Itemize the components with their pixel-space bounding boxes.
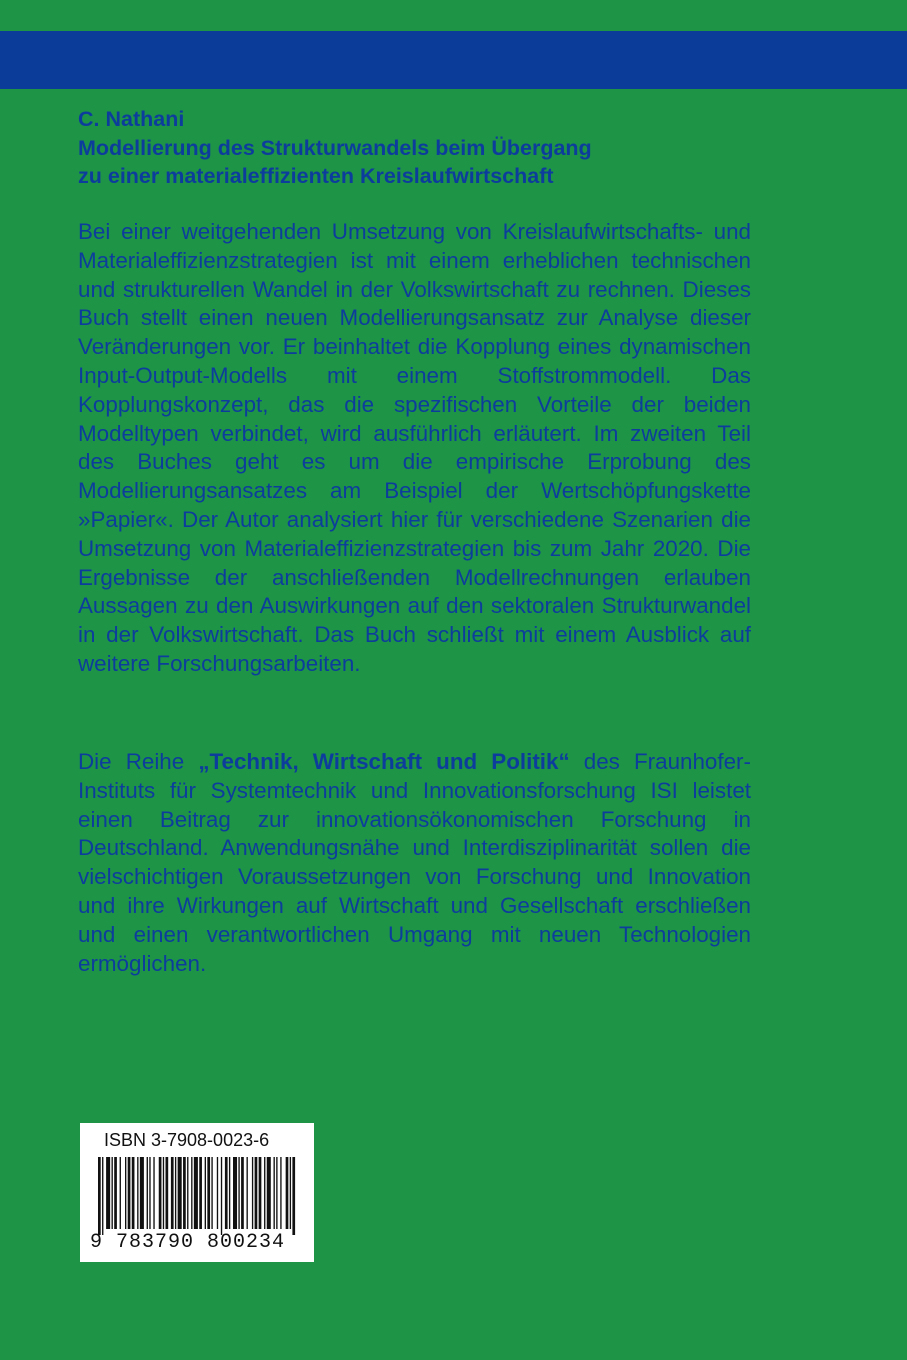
barcode-bar <box>199 1157 202 1229</box>
isbn-barcode-box <box>80 1123 314 1262</box>
barcode-bar <box>267 1157 271 1229</box>
barcode-bar <box>194 1157 198 1229</box>
barcode-bar <box>175 1157 176 1229</box>
barcode-digits: 9 783790 800234 <box>90 1231 286 1254</box>
barcode-bar <box>205 1157 206 1229</box>
barcode-bar <box>264 1157 265 1229</box>
barcode-bar <box>274 1157 275 1229</box>
barcode-bar <box>132 1157 135 1229</box>
book-title-line-1: Modellierung des Strukturwandels beim Übergang <box>78 135 592 160</box>
series-text: des Fraunhofer-Instituts für Systemtechnik und Innovationsforschung ISI leistet einen Beitrag zur innovationsökonomischen Forschung in Deutschland. Anwendungsnähe und Interdisziplinarität sollen die vielschichtigen Voraussetzungen von Forschung und Innovation und ihre Wirkungen auf Wirtschaft und Gesellschaft erschließen und einen verantwortlichen Umgang mit neuen Technologien ermöglichen. <box>78 749 751 976</box>
series-description <box>78 748 751 978</box>
barcode-bar <box>102 1157 103 1235</box>
barcode-bar <box>207 1157 210 1229</box>
barcode-bar <box>114 1157 117 1229</box>
barcode-bar <box>98 1157 101 1235</box>
title-block <box>78 105 838 191</box>
barcode-bar <box>187 1157 188 1229</box>
barcode-bar <box>247 1157 248 1229</box>
barcode-bar <box>280 1157 281 1229</box>
barcode-bar <box>166 1157 169 1229</box>
barcode-bar <box>171 1157 174 1229</box>
barcode-bar <box>252 1157 253 1229</box>
author-name: C. Nathani <box>78 107 185 131</box>
top-color-band <box>0 31 907 89</box>
barcode-bar <box>233 1157 237 1229</box>
barcode-bar <box>229 1157 230 1229</box>
barcode-bar <box>191 1157 192 1229</box>
barcode-bar <box>238 1157 239 1229</box>
barcode-bar <box>255 1157 258 1229</box>
barcode-bar <box>241 1157 244 1229</box>
barcode-bar <box>140 1157 144 1229</box>
barcode-bar <box>153 1157 154 1229</box>
barcode-bar <box>221 1157 222 1235</box>
barcode-bar <box>183 1157 186 1229</box>
book-description: Bei einer weitgehenden Umsetzung von Kreislaufwirtschafts- und Materialeffizienzstrategien ist mit einem erheblichen technischen und strukturellen Wandel in der Volkswirtschaft zu rechnen. Dieses Buch stellt einen neuen Modellierungsansatz zur Analyse dieser Veränderungen vor. Er beinhaltet die Kopplung eines dynamischen Input-Output-Modells mit einem Stoffstrommodell. Das Kopplungskonzept, das die spezifischen Vorteile der beiden Modelltypen verbindet, wird ausführlich erläutert. Im zweiten Teil des Buches geht es um die empirische Erprobung des Modellierungsansatzes am Beispiel der Wertschöpfungskette »Papier«. Der Autor analysiert hier für verschiedene Szenarien die Umsetzung von Materialeffizienzstrategien bis zum Jahr 2020. Die Ergebnisse der anschließenden Modellrechnungen erlauben Aussagen zu den Auswirkungen auf den sektoralen Strukturwandel in der Volkswirtschaft. Das Buch schließt mit einem Ausblick auf weitere Forschungsarbeiten. <box>78 219 751 676</box>
barcode-bar <box>125 1157 126 1229</box>
barcode-bar <box>276 1157 277 1229</box>
barcode-bar <box>290 1157 291 1229</box>
isbn-label: ISBN 3-7908-0023-6 <box>104 1130 270 1150</box>
barcode-bar <box>211 1157 212 1229</box>
barcode-bar <box>106 1157 110 1229</box>
barcode-bar <box>159 1157 162 1229</box>
book-title-line-2: zu einer materialeffizienten Kreislaufwirtschaft <box>78 164 554 188</box>
barcode-bar <box>137 1157 138 1229</box>
barcode-bar <box>178 1157 182 1229</box>
barcode <box>92 1157 302 1235</box>
barcode-bar <box>286 1157 289 1229</box>
barcode-bar <box>112 1157 113 1229</box>
series-intro: Die Reihe <box>78 749 185 774</box>
barcode-bar <box>149 1157 150 1229</box>
barcode-bar <box>147 1157 148 1229</box>
barcode-bar <box>292 1157 295 1235</box>
barcode-bar <box>163 1157 164 1229</box>
series-name: „Technik, Wirtschaft und Politik“ <box>198 749 570 774</box>
barcode-bar <box>120 1157 121 1229</box>
barcode-bar <box>259 1157 262 1229</box>
barcode-bar <box>217 1157 218 1229</box>
barcode-bar <box>225 1157 228 1229</box>
barcode-bar <box>128 1157 131 1229</box>
